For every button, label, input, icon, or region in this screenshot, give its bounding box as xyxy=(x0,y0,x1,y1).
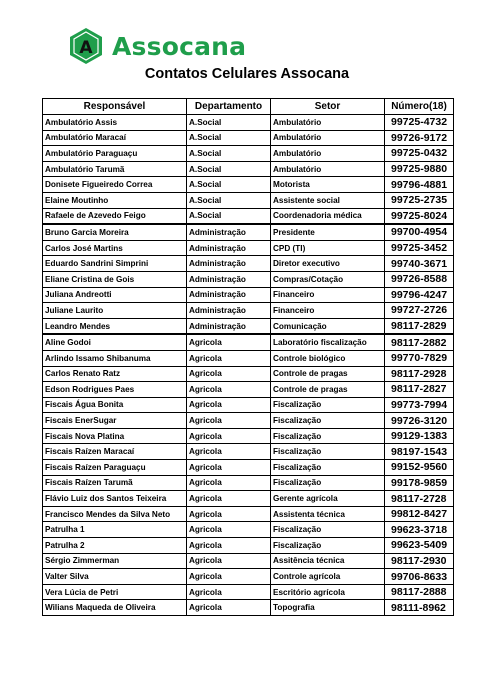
table-row xyxy=(43,553,454,569)
cell-departamento: A.Social xyxy=(187,146,271,162)
cell-setor: Assitência técnica xyxy=(271,553,385,569)
cell-setor: Comunicação xyxy=(271,318,385,334)
cell-departamento: Administração xyxy=(187,224,271,240)
cell-responsavel: Fiscais EnerSugar xyxy=(43,413,187,429)
cell-departamento: A.Social xyxy=(187,192,271,208)
cell-numero: 98117-2829 xyxy=(385,318,454,334)
cell-responsavel: Eduardo Sandrini Simprini xyxy=(43,256,187,272)
cell-departamento: Administração xyxy=(187,318,271,334)
cell-setor: CPD (TI) xyxy=(271,240,385,256)
table-row xyxy=(43,491,454,507)
cell-numero: 99623-5409 xyxy=(385,538,454,554)
table-row xyxy=(43,240,454,256)
cell-setor: Fiscalização xyxy=(271,522,385,538)
assocana-hexagon-logo-icon xyxy=(68,27,104,65)
table-row xyxy=(43,115,454,131)
cell-numero: 99812-8427 xyxy=(385,506,454,522)
cell-setor: Fiscalização xyxy=(271,428,385,444)
cell-setor: Fiscalização xyxy=(271,413,385,429)
cell-responsavel: Ambulatório Assis xyxy=(43,115,187,131)
table-row xyxy=(43,318,454,334)
cell-departamento: Agricola xyxy=(187,491,271,507)
cell-setor: Coordenadoria médica xyxy=(271,208,385,224)
cell-departamento: Agricola xyxy=(187,600,271,616)
cell-setor: Controle agrícola xyxy=(271,569,385,585)
cell-responsavel: Fiscais Água Bonita xyxy=(43,397,187,413)
cell-responsavel: Ambulatório Maracaí xyxy=(43,130,187,146)
header-setor: Setor xyxy=(271,99,385,115)
cell-numero: 98117-2827 xyxy=(385,382,454,398)
cell-numero: 98117-2888 xyxy=(385,584,454,600)
table-row xyxy=(43,460,454,476)
cell-setor: Assistente social xyxy=(271,192,385,208)
cell-setor: Financeiro xyxy=(271,303,385,319)
brand-logo xyxy=(68,26,246,66)
table-row xyxy=(43,256,454,272)
cell-numero: 99796-4247 xyxy=(385,287,454,303)
cell-departamento: Agricola xyxy=(187,584,271,600)
cell-setor: Escritório agrícola xyxy=(271,584,385,600)
table-row xyxy=(43,569,454,585)
cell-numero: 99727-2726 xyxy=(385,303,454,319)
cell-responsavel: Valter Silva xyxy=(43,569,187,585)
cell-setor: Ambulatório xyxy=(271,115,385,131)
cell-setor: Presidente xyxy=(271,224,385,240)
cell-responsavel: Edson Rodrigues Paes xyxy=(43,382,187,398)
cell-departamento: Administração xyxy=(187,303,271,319)
cell-setor: Laboratório fiscalização xyxy=(271,334,385,350)
cell-responsavel: Juliana Andreotti xyxy=(43,287,187,303)
cell-departamento: Agricola xyxy=(187,334,271,350)
cell-numero: 99725-0432 xyxy=(385,146,454,162)
cell-departamento: Agricola xyxy=(187,413,271,429)
cell-numero: 98197-1543 xyxy=(385,444,454,460)
table-row xyxy=(43,177,454,193)
cell-responsavel: Sérgio Zimmerman xyxy=(43,553,187,569)
cell-numero: 98117-2728 xyxy=(385,491,454,507)
cell-responsavel: Flávio Luiz dos Santos Teixeira xyxy=(43,491,187,507)
cell-numero: 99152-9560 xyxy=(385,460,454,476)
cell-numero: 99725-8024 xyxy=(385,208,454,224)
cell-setor: Fiscalização xyxy=(271,444,385,460)
cell-numero: 99726-3120 xyxy=(385,413,454,429)
brand-name: Assocana xyxy=(112,31,247,61)
cell-numero: 99796-4881 xyxy=(385,177,454,193)
cell-departamento: A.Social xyxy=(187,208,271,224)
cell-departamento: Administração xyxy=(187,287,271,303)
table-body xyxy=(43,115,454,616)
cell-departamento: Agricola xyxy=(187,397,271,413)
cell-numero: 99770-7829 xyxy=(385,350,454,366)
cell-setor: Controle biológico xyxy=(271,350,385,366)
cell-numero: 99623-3718 xyxy=(385,522,454,538)
cell-numero: 99725-4732 xyxy=(385,115,454,131)
cell-setor: Fiscalização xyxy=(271,460,385,476)
cell-numero: 99725-9880 xyxy=(385,161,454,177)
cell-responsavel: Fiscais Raízen Paraguaçu xyxy=(43,460,187,476)
cell-departamento: A.Social xyxy=(187,161,271,177)
cell-setor: Controle de pragas xyxy=(271,366,385,382)
cell-responsavel: Eliane Cristina de Gois xyxy=(43,271,187,287)
cell-responsavel: Bruno Garcia Moreira xyxy=(43,224,187,240)
cell-departamento: A.Social xyxy=(187,177,271,193)
cell-responsavel: Patrulha 1 xyxy=(43,522,187,538)
cell-responsavel: Rafaele de Azevedo Feigo xyxy=(43,208,187,224)
cell-setor: Fiscalização xyxy=(271,397,385,413)
cell-departamento: Agricola xyxy=(187,506,271,522)
table-row xyxy=(43,287,454,303)
cell-numero: 99740-3671 xyxy=(385,256,454,272)
cell-numero: 98111-8962 xyxy=(385,600,454,616)
cell-departamento: Agricola xyxy=(187,444,271,460)
table-row xyxy=(43,208,454,224)
cell-departamento: A.Social xyxy=(187,130,271,146)
table-row xyxy=(43,413,454,429)
cell-setor: Controle de pragas xyxy=(271,382,385,398)
table-row xyxy=(43,334,454,350)
cell-numero: 99726-8588 xyxy=(385,271,454,287)
cell-setor: Ambulatório xyxy=(271,146,385,162)
table-row xyxy=(43,271,454,287)
cell-departamento: Agricola xyxy=(187,382,271,398)
cell-responsavel: Fiscais Nova Platina xyxy=(43,428,187,444)
table-row xyxy=(43,350,454,366)
cell-responsavel: Ambulatório Tarumã xyxy=(43,161,187,177)
table-row xyxy=(43,146,454,162)
cell-responsavel: Wilians Maqueda de Oliveira xyxy=(43,600,187,616)
table-row xyxy=(43,444,454,460)
page-title: Contatos Celulares Assocana xyxy=(144,66,350,82)
cell-numero: 99700-4954 xyxy=(385,224,454,240)
cell-departamento: Administração xyxy=(187,256,271,272)
cell-responsavel: Fiscais Raízen Maracaí xyxy=(43,444,187,460)
header-responsavel: Responsável xyxy=(43,99,187,115)
cell-setor: Topografia xyxy=(271,600,385,616)
cell-departamento: Administração xyxy=(187,240,271,256)
cell-numero: 99725-2735 xyxy=(385,192,454,208)
cell-setor: Gerente agrícola xyxy=(271,491,385,507)
cell-responsavel: Arlindo Issamo Shibanuma xyxy=(43,350,187,366)
cell-departamento: Agricola xyxy=(187,350,271,366)
cell-numero: 98117-2882 xyxy=(385,334,454,350)
cell-responsavel: Aline Godoi xyxy=(43,334,187,350)
cell-responsavel: Carlos José Martins xyxy=(43,240,187,256)
cell-setor: Ambulatório xyxy=(271,130,385,146)
cell-setor: Assistenta técnica xyxy=(271,506,385,522)
cell-responsavel: Patrulha 2 xyxy=(43,538,187,554)
cell-departamento: Agricola xyxy=(187,522,271,538)
logo-letter: A xyxy=(79,38,93,58)
table-row xyxy=(43,161,454,177)
cell-numero: 99129-1383 xyxy=(385,428,454,444)
cell-departamento: Agricola xyxy=(187,366,271,382)
table-row xyxy=(43,192,454,208)
header-numero: Número(18) xyxy=(385,99,454,115)
cell-responsavel: Fiscais Raízen Tarumã xyxy=(43,475,187,491)
cell-numero: 99706-8633 xyxy=(385,569,454,585)
cell-responsavel: Ambulatório Paraguaçu xyxy=(43,146,187,162)
table-header-row xyxy=(43,99,454,115)
cell-responsavel: Carlos Renato Ratz xyxy=(43,366,187,382)
cell-numero: 98117-2928 xyxy=(385,366,454,382)
table-row xyxy=(43,506,454,522)
cell-numero: 98117-2930 xyxy=(385,553,454,569)
cell-departamento: Agricola xyxy=(187,553,271,569)
table-row xyxy=(43,382,454,398)
table-row xyxy=(43,475,454,491)
table-row xyxy=(43,366,454,382)
cell-departamento: Agricola xyxy=(187,460,271,476)
table-row xyxy=(43,224,454,240)
cell-departamento: A.Social xyxy=(187,115,271,131)
cell-responsavel: Juliane Laurito xyxy=(43,303,187,319)
cell-setor: Compras/Cotação xyxy=(271,271,385,287)
cell-numero: 99773-7994 xyxy=(385,397,454,413)
cell-departamento: Agricola xyxy=(187,538,271,554)
cell-responsavel: Vera Lúcia de Petri xyxy=(43,584,187,600)
cell-departamento: Agricola xyxy=(187,475,271,491)
cell-responsavel: Donisete Figueiredo Correa xyxy=(43,177,187,193)
table-row xyxy=(43,397,454,413)
cell-setor: Fiscalização xyxy=(271,538,385,554)
cell-numero: 99726-9172 xyxy=(385,130,454,146)
cell-setor: Diretor executivo xyxy=(271,256,385,272)
table-row xyxy=(43,584,454,600)
cell-departamento: Agricola xyxy=(187,428,271,444)
cell-numero: 99725-3452 xyxy=(385,240,454,256)
table-row xyxy=(43,600,454,616)
cell-setor: Fiscalização xyxy=(271,475,385,491)
table-row xyxy=(43,522,454,538)
cell-responsavel: Leandro Mendes xyxy=(43,318,187,334)
table-row xyxy=(43,130,454,146)
header-departamento: Departamento xyxy=(187,99,271,115)
cell-responsavel: Elaine Moutinho xyxy=(43,192,187,208)
cell-departamento: Administração xyxy=(187,271,271,287)
cell-numero: 99178-9859 xyxy=(385,475,454,491)
cell-responsavel: Francisco Mendes da Silva Neto xyxy=(43,506,187,522)
cell-setor: Financeiro xyxy=(271,287,385,303)
table-row xyxy=(43,428,454,444)
contacts-table xyxy=(42,98,454,616)
cell-setor: Motorista xyxy=(271,177,385,193)
table-row xyxy=(43,538,454,554)
cell-departamento: Agricola xyxy=(187,569,271,585)
table-row xyxy=(43,303,454,319)
cell-setor: Ambulatório xyxy=(271,161,385,177)
